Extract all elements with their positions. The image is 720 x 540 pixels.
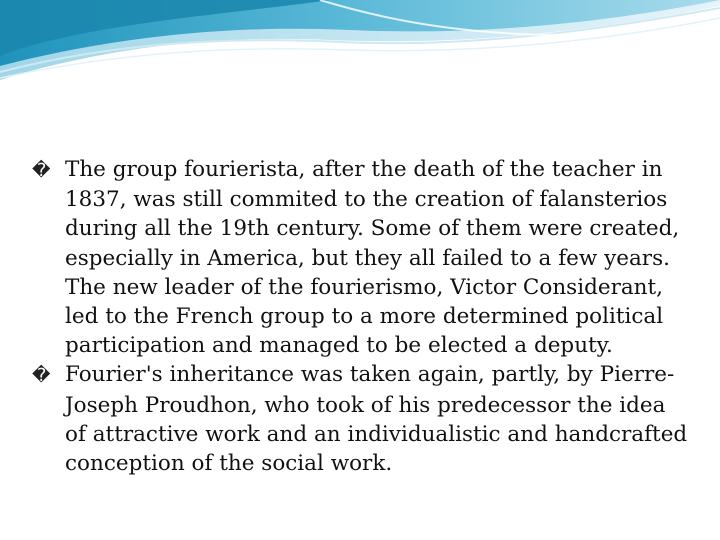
bullet-text: The group fourierista, after the death of the teacher in 1837, was still commited to the creation of falansterios during all the 19th century. Some of them were created, especially in America, but they all failed to a few years. The new leader of the fourierismo, Victor Considerant, led to the French group to a more determined political participation and managed to be elected a deputy. xyxy=(65,157,680,359)
bullet-text: Fourier's inheritance was taken again, partly, by Pierre-Joseph Proudhon, who took of his predecessor the idea of attractive work and an individualistic and handcrafted conception of the social work. xyxy=(65,362,688,477)
decorative-wave-header xyxy=(0,0,720,100)
bullet-item xyxy=(32,360,692,478)
bullet-item xyxy=(32,155,692,360)
bullet-marker-icon: � xyxy=(32,160,51,181)
slide-body xyxy=(32,155,692,478)
bullet-marker-icon: � xyxy=(32,365,51,387)
